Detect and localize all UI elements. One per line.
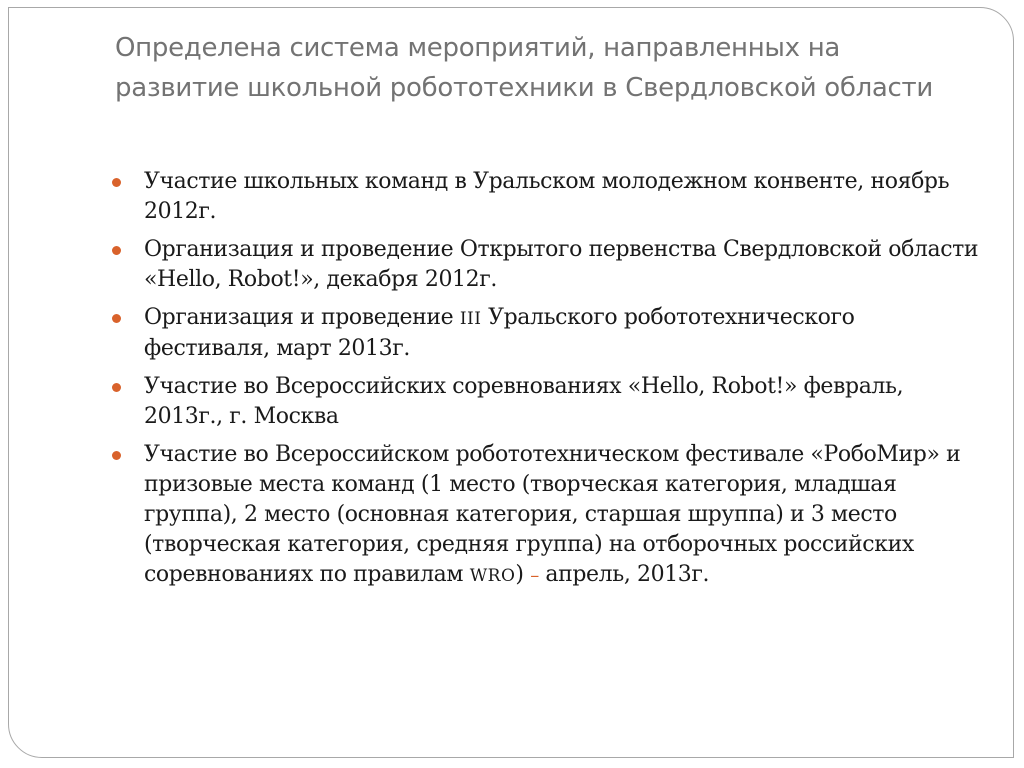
wro-acronym: WRO [469, 566, 516, 586]
list-item [112, 440, 982, 591]
bullet-icon [112, 383, 121, 392]
bullet-icon [112, 451, 121, 460]
dash: – [530, 565, 539, 586]
list-item [112, 167, 982, 227]
bullet-text-before: Участие во Всероссийском робототехническом фестивале «РобоМир» и призовые места команд (1 место (творческая категория, младшая группа), 2 место (основная категория, старшая шруппа) и 3 место (творческая категория, средняя группа) на отборочных российских соревнованиях по правилам [144, 442, 961, 587]
bullet-text-before: Организация и проведение [144, 305, 460, 330]
slide-title: Определена система мероприятий, направленных на развитие школьной робототехники в Свердловской области [115, 33, 933, 103]
bullet-icon [112, 178, 121, 187]
bullet-text-mid: ) [515, 562, 531, 587]
list-item [112, 235, 982, 295]
list-item [112, 372, 982, 432]
bullet-text: Участие во Всероссийских соревнованиях «Hello, Robot!» февраль, 2013г., г. Москва [144, 374, 904, 429]
bullet-icon [112, 314, 121, 323]
bullet-text: Организация и проведение Открытого первенства Свердловской области «Hello, Robot!», декабря 2012г. [144, 237, 979, 292]
bullet-text-after: Уральского робототехнического фестиваля, март 2013г. [144, 305, 855, 361]
bullet-list [112, 167, 982, 591]
roman-numeral: III [459, 309, 482, 329]
bullet-icon [112, 246, 121, 255]
list-item [112, 303, 982, 364]
bullet-text-after: апрель, 2013г. [538, 562, 710, 587]
bullet-text: Участие школьных команд в Уральском молодежном конвенте, ноябрь 2012г. [144, 169, 950, 224]
